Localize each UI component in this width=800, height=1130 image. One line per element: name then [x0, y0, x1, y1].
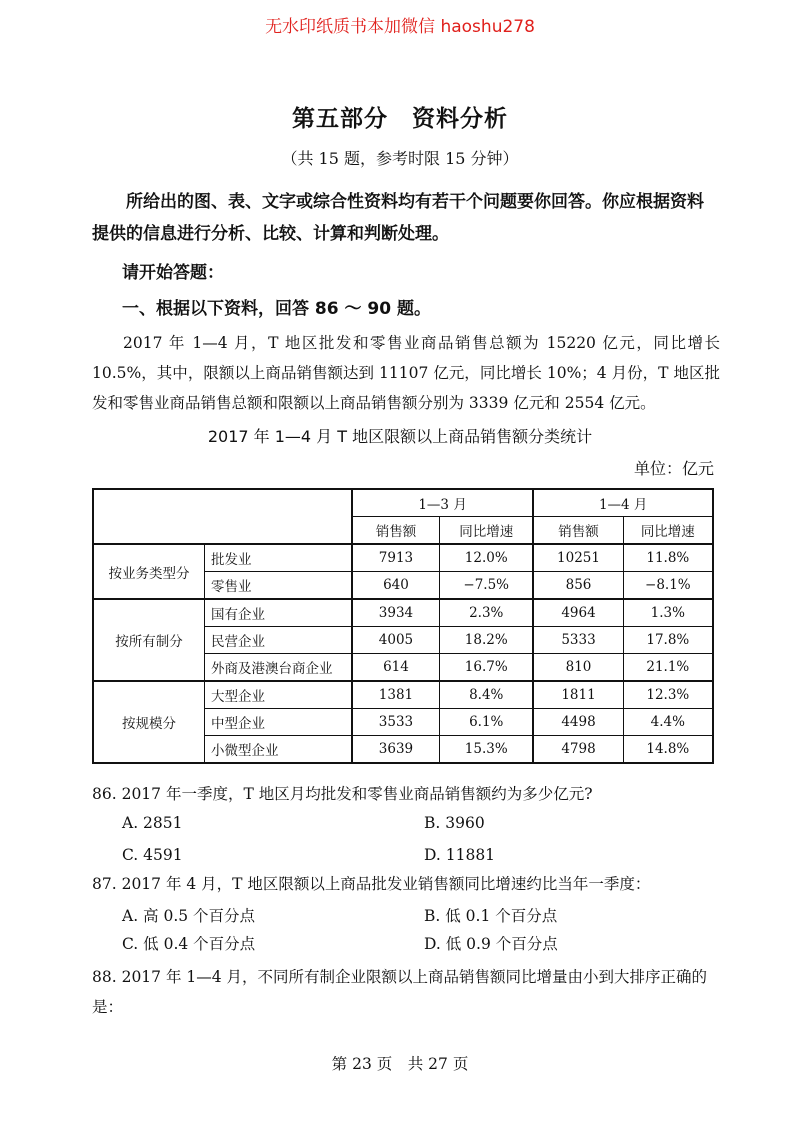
group-label: 按业务类型分: [93, 544, 205, 599]
table-row: [93, 681, 713, 709]
cell-sales-q1: 7913: [352, 544, 440, 572]
question-87-option-a[interactable]: A. 高 0.5 个百分点: [122, 907, 256, 925]
table-unit: 单位：亿元: [633, 459, 714, 478]
header-empty-cell: [93, 489, 352, 544]
start-prompt: 请开始答题：: [122, 263, 224, 283]
intro-text: 所给出的图、表、文字或综合性资料均有若干个问题要你回答。你应根据资料提供的信息进行分析、比较、计算和判断处理。: [92, 192, 704, 244]
question-86-option-c[interactable]: C. 4591: [122, 846, 183, 864]
cell-sales-apr: 4798: [533, 736, 623, 764]
cell-growth-q1: 12.0%: [440, 544, 534, 572]
cell-growth-apr: 12.3%: [623, 681, 713, 709]
row-label: 零售业: [205, 572, 352, 600]
cell-growth-q1: −7.5%: [440, 572, 534, 600]
cell-sales-q1: 640: [352, 572, 440, 600]
header-sales: 销售额: [352, 517, 440, 545]
cell-growth-apr: 14.8%: [623, 736, 713, 764]
row-label: 外商及港澳台商企业: [205, 654, 352, 682]
cell-growth-q1: 16.7%: [440, 654, 534, 682]
question-87-option-c[interactable]: C. 低 0.4 个百分点: [122, 935, 256, 953]
cell-growth-q1: 8.4%: [440, 681, 534, 709]
cell-sales-q1: 1381: [352, 681, 440, 709]
question-87-option-d[interactable]: D. 低 0.9 个百分点: [424, 935, 558, 953]
cell-sales-apr: 4498: [533, 709, 623, 736]
section-heading: 一、根据以下资料，回答 86 ～ 90 题。: [122, 299, 431, 319]
page-title: 第五部分 资料分析: [292, 106, 508, 132]
page-footer: 第 23 页 共 27 页: [331, 1055, 469, 1073]
table-title: 2017 年 1—4 月 T 地区限额以上商品销售额分类统计: [207, 427, 593, 446]
header-growth: 同比增速: [623, 517, 713, 545]
cell-sales-apr: 1811: [533, 681, 623, 709]
cell-sales-q1: 4005: [352, 627, 440, 654]
table-header-row: [93, 489, 713, 517]
data-paragraph: 2017 年 1—4 月，T 地区批发和零售业商品销售总额为 15220 亿元，同比增长 10.5%，其中，限额以上商品销售额达到 11107 亿元，同比增长 10%；4 月份，T 地区批发和零售业商品销售总额和限额以上商品销售额分别为 3339 亿元和 2554 亿元。: [92, 334, 720, 412]
question-86-option-a[interactable]: A. 2851: [122, 814, 183, 832]
question-88-stem: 88. 2017 年 1—4 月，不同所有制企业限额以上商品销售额同比增量由小到大排序正确的是：: [92, 968, 708, 1016]
question-86-option-d[interactable]: D. 11881: [424, 846, 496, 864]
cell-growth-apr: 11.8%: [623, 544, 713, 572]
group-label: 按所有制分: [93, 599, 205, 681]
table-row: [93, 544, 713, 572]
cell-sales-apr: 4964: [533, 599, 623, 627]
question-87-stem: 87. 2017 年 4 月，T 地区限额以上商品批发业销售额同比增速约比当年一季度：: [92, 875, 651, 893]
cell-growth-apr: 21.1%: [623, 654, 713, 682]
watermark: 无水印纸质书本加微信 haoshu278: [265, 17, 535, 37]
cell-sales-q1: 614: [352, 654, 440, 682]
cell-sales-q1: 3639: [352, 736, 440, 764]
row-label: 批发业: [205, 544, 352, 572]
page-subtitle: （共 15 题，参考时限 15 分钟）: [281, 149, 519, 168]
cell-sales-apr: 10251: [533, 544, 623, 572]
cell-sales-apr: 856: [533, 572, 623, 600]
row-label: 中型企业: [205, 709, 352, 736]
row-label: 国有企业: [205, 599, 352, 627]
cell-sales-apr: 810: [533, 654, 623, 682]
cell-sales-q1: 3934: [352, 599, 440, 627]
cell-growth-q1: 2.3%: [440, 599, 534, 627]
cell-growth-apr: −8.1%: [623, 572, 713, 600]
question-86-option-b[interactable]: B. 3960: [424, 814, 485, 832]
sales-table: [92, 488, 714, 764]
cell-growth-apr: 17.8%: [623, 627, 713, 654]
question-86-stem: 86. 2017 年一季度，T 地区月均批发和零售业商品销售额约为多少亿元?: [92, 785, 593, 803]
row-label: 民营企业: [205, 627, 352, 654]
cell-growth-q1: 6.1%: [440, 709, 534, 736]
cell-growth-apr: 1.3%: [623, 599, 713, 627]
header-growth: 同比增速: [440, 517, 534, 545]
header-period-2: 1—4 月: [533, 489, 713, 517]
row-label: 小微型企业: [205, 736, 352, 764]
table-row: [93, 599, 713, 627]
header-sales: 销售额: [533, 517, 623, 545]
group-label: 按规模分: [93, 681, 205, 763]
row-label: 大型企业: [205, 681, 352, 709]
cell-sales-apr: 5333: [533, 627, 623, 654]
header-period-1: 1—3 月: [352, 489, 534, 517]
cell-growth-q1: 18.2%: [440, 627, 534, 654]
cell-sales-q1: 3533: [352, 709, 440, 736]
question-87-option-b[interactable]: B. 低 0.1 个百分点: [424, 907, 558, 925]
cell-growth-q1: 15.3%: [440, 736, 534, 764]
cell-growth-apr: 4.4%: [623, 709, 713, 736]
